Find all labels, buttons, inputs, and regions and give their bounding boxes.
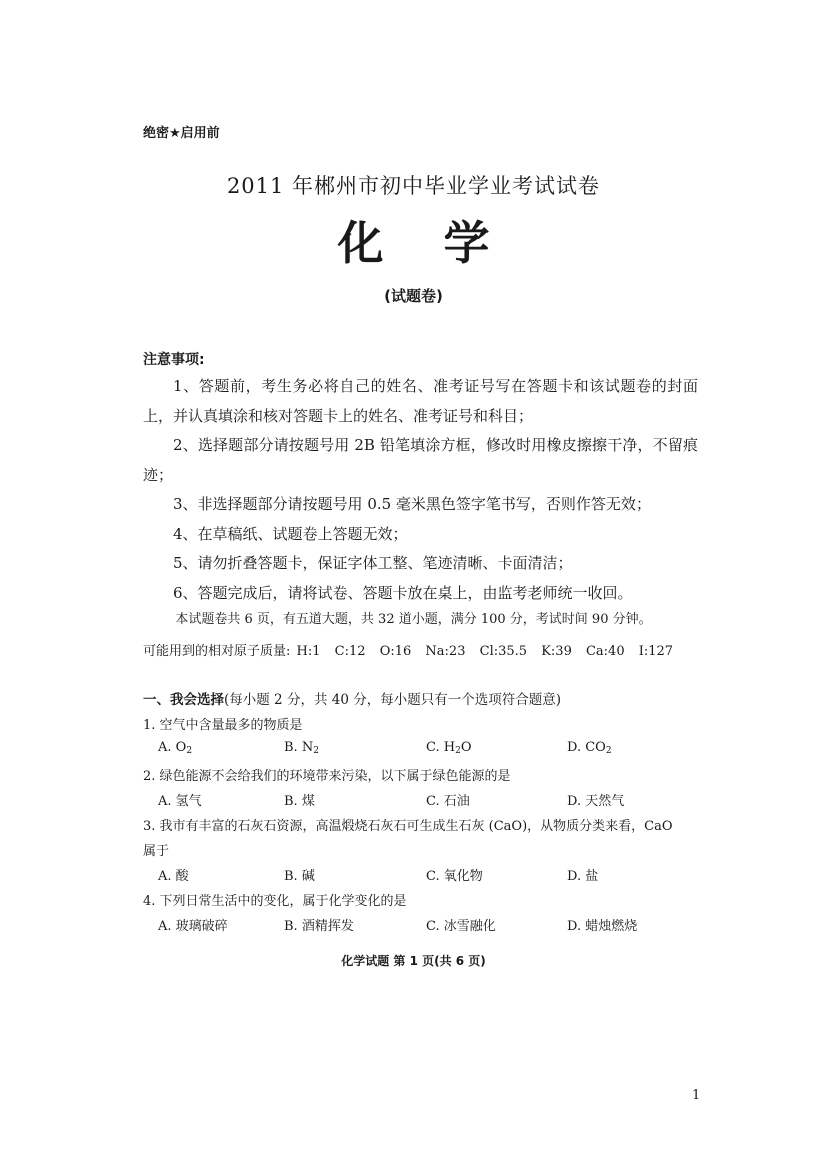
question-option: D. 天然气 xyxy=(567,794,625,809)
question-stem: 1. 空气中含量最多的物质是 xyxy=(143,718,303,733)
question-option: B. $N_2$ xyxy=(284,740,319,756)
notice-item: 3、非选择题部分请按题号用 0.5 毫米黑色签字笔书写，否则作答无效； xyxy=(173,495,651,513)
question-option: B. 煤 xyxy=(284,794,315,809)
notice-list xyxy=(143,372,698,608)
paper-type: (试题卷) xyxy=(384,287,443,305)
notice-item: 5、请勿折叠答题卡，保证字体工整、笔迹清晰、卡面清洁； xyxy=(173,554,573,572)
atomic-mass-value: Cl:35.5 xyxy=(479,644,528,659)
atomic-mass-value: K:39 xyxy=(541,644,572,659)
section-heading xyxy=(143,688,561,708)
atomic-mass-value: C:12 xyxy=(334,644,366,659)
question-option: C. 氧化物 xyxy=(426,869,483,884)
secret-label: 绝密★启用前 xyxy=(143,126,220,141)
question-option: A. 酸 xyxy=(158,869,189,884)
atomic-mass-value: Ca:40 xyxy=(585,644,625,659)
atomic-masses xyxy=(143,640,683,659)
question-option: C. 冰雪融化 xyxy=(426,919,496,934)
question-option: A. 玻璃破碎 xyxy=(158,919,228,934)
atomic-mass-value: Na:23 xyxy=(425,644,466,659)
notice-item: 4、在草稿纸、试题卷上答题无效； xyxy=(173,524,408,543)
section-note: (每小题 2 分，共 40 分，每小题只有一个选项符合题意) xyxy=(224,692,561,708)
question-option: D. 蜡烛燃烧 xyxy=(567,919,638,934)
question-stem: 2. 绿色能源不会给我们的环境带来污染，以下属于绿色能源的是 xyxy=(143,769,511,784)
question-option: B. 碱 xyxy=(284,869,315,884)
question-option: A. $O_2$ xyxy=(158,740,193,756)
atomic-mass-value: H:1 xyxy=(296,644,321,659)
atomic-masses-label: 可能用到的相对原子质量: xyxy=(143,644,291,659)
notice-item: 2、选择题部分请按题号用 2B 铅笔填涂方框，修改时用橡皮擦擦干净，不留痕迹； xyxy=(143,436,698,484)
atomic-mass-value: O:16 xyxy=(379,644,412,659)
question-stem-continued: 属于 xyxy=(143,844,170,859)
question-option: D. $CO_2$ xyxy=(567,740,612,756)
question-option: C. $H_2O$ xyxy=(426,740,472,756)
subject-title: 化学 xyxy=(337,216,550,270)
question-option: C. 石油 xyxy=(426,794,470,809)
notice-title: 注意事项: xyxy=(143,352,205,368)
notice-item: 1、答题前，考生务必将自己的姓名、准考证号写在答题卡和该试题卷的封面上，并认真填涂和核对答题卡上的姓名、准考证号和科目； xyxy=(143,377,698,425)
exam-summary: 本试题卷共 6 页，有五道大题，共 32 道小题，满分 100 分，考试时间 90 分钟。 xyxy=(175,612,652,627)
question-option: A. 氢气 xyxy=(158,794,202,809)
atomic-mass-value: I:127 xyxy=(638,644,674,659)
question-stem: 4. 下列日常生活中的变化，属于化学变化的是 xyxy=(143,894,407,909)
exam-title: 2011 年郴州市初中毕业学业考试试卷 xyxy=(226,174,601,198)
question-stem: 3. 我市有丰富的石灰石资源，高温煅烧石灰石可生成生石灰 (CaO)，从物质分类来看，CaO xyxy=(143,819,673,834)
page-footer: 化学试题 第 1 页(共 6 页) xyxy=(341,954,486,968)
section-title: 一、我会选择 xyxy=(143,692,224,708)
page-number: 1 xyxy=(692,1088,701,1103)
question-option: D. 盐 xyxy=(567,869,599,884)
notice-item: 6、答题完成后，请将试卷、答题卡放在桌上，由监考老师统一收回。 xyxy=(173,583,633,602)
question-option: B. 酒精挥发 xyxy=(284,919,354,934)
